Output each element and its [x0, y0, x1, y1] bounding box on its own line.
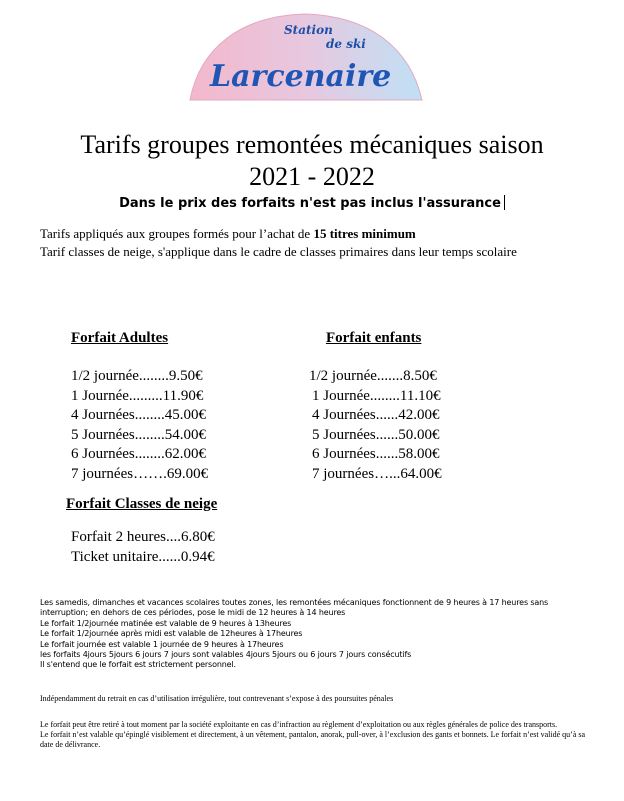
logo-station-text: Station	[284, 23, 333, 37]
page-title-line2: 2021 - 2022	[249, 162, 375, 191]
terms-of-use	[40, 720, 595, 750]
rule-line: Le forfait 1/2journée matinée est valable de 9 heures à 13heures	[40, 618, 292, 628]
intro-group-size	[40, 226, 416, 242]
larcenaire-logo	[180, 8, 430, 108]
price-item: 5 Journées........54.00€	[71, 426, 206, 443]
price-item: 5 Journées......50.00€	[312, 426, 440, 443]
price-item: 6 Journées......58.00€	[312, 446, 440, 462]
snow-classes-price-list	[71, 528, 215, 567]
page-title-line1: Tarifs groupes remontées mécaniques saison	[80, 130, 544, 159]
terms-line: Le forfait n’est valable qu’épinglé visiblement et directement, à un vêtement, pantalon, anorak, pull-over, à l’exclusion des gants et bonnets. Le forfait n’est validé qu’à sa date de délivrance.	[40, 730, 586, 749]
price-item: 1 Journée........11.10€	[312, 387, 441, 404]
adults-price-list	[71, 367, 208, 484]
logo-brand-text: Larcenaire	[210, 59, 392, 94]
price-item: 4 Journées........45.00€	[71, 407, 206, 423]
rule-line: Il s'entend que le forfait est strictement personnel.	[40, 660, 236, 670]
price-item: 6 Journées........62.00€	[71, 446, 206, 462]
section-title-adults: Forfait Adultes	[71, 330, 169, 346]
price-item: 7 journées…...64.00€	[312, 465, 442, 482]
text-cursor	[504, 195, 505, 210]
intro-group-size-minimum: 15 titres minimum	[313, 226, 416, 241]
price-item: 7 journées…….69.00€	[71, 465, 209, 482]
price-item: Ticket unitaire......0.94€	[71, 548, 215, 565]
section-title-snow-classes: Forfait Classes de neige	[66, 496, 218, 512]
terms-line: Le forfait peut être retiré à tout moment par la société exploitante en cas d’infraction au règlement d’exploitation ou aux règles générales de police des transports.	[40, 720, 558, 729]
intro-group-size-text: Tarifs appliqués aux groupes formés pour l’achat de	[40, 226, 314, 241]
rule-line: Le forfait 1/2journée après midi est valable de 12heures à 17heures	[40, 629, 303, 639]
opening-rules	[40, 598, 580, 671]
insurance-notice	[0, 195, 624, 211]
logo-deski-text: de ski	[326, 37, 366, 51]
section-title-kids: Forfait enfants	[326, 330, 422, 346]
price-item: 1/2 journée.......8.50€	[309, 368, 437, 384]
rule-line: Les samedis, dimanches et vacances scolaires toutes zones, les remontées mécaniques fonctionnent de 9 heures à 17 heures sans interruption; en dehors de ces périodes, pose le midi de 12 heures à 14 heures	[40, 598, 549, 618]
rule-line: Le forfait journée est valable 1 journée de 9 heures à 17heures	[40, 639, 284, 649]
price-item: 4 Journées......42.00€	[312, 407, 440, 423]
price-item: 1/2 journée........9.50€	[71, 368, 203, 384]
rule-line: les forfaits 4jours 5jours 6 jours 7 jours sont valables 4jours 5jours ou 6 jours 7 jours consécutifs	[40, 650, 412, 660]
kids-price-list	[309, 367, 442, 484]
price-item: Forfait 2 heures....6.80€	[71, 529, 215, 545]
price-item: 1 Journée.........11.90€	[71, 387, 204, 404]
legal-warning: Indépendamment du retrait en cas d’utilisation irrégulière, tout contrevenant s’expose à des poursuites pénales	[40, 694, 394, 703]
intro-snow-classes: Tarif classes de neige, s'applique dans le cadre de classes primaires dans leur temps scolaire	[40, 244, 517, 259]
insurance-notice-text: Dans le prix des forfaits n'est pas inclus l'assurance	[119, 196, 501, 211]
